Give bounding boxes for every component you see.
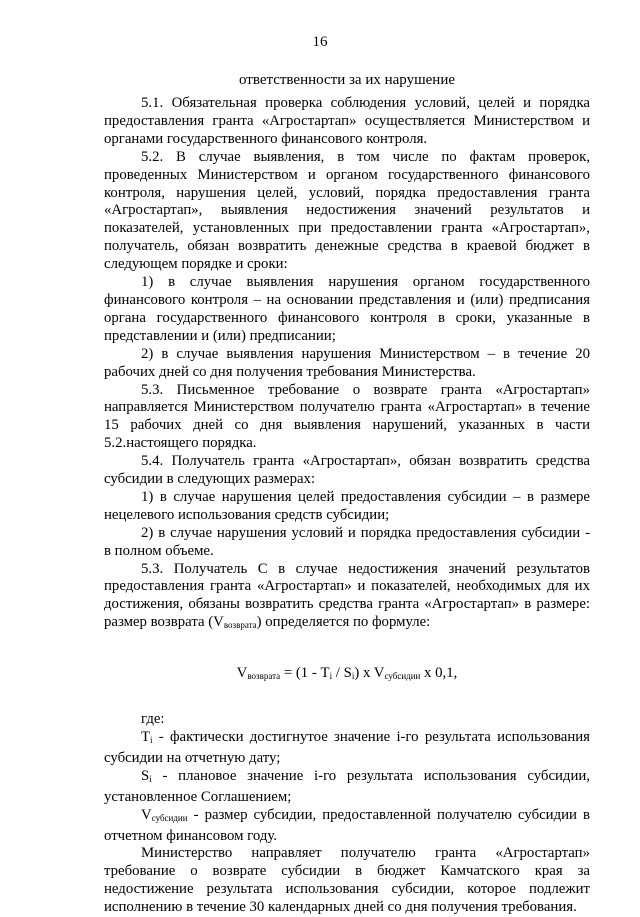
definition-s-symbol: S — [141, 767, 150, 784]
paragraph-5-4-item-1: 1) в случае нарушения целей предоставления субсидии – в размере нецелевого использования средств субсидии; — [104, 488, 590, 523]
definition-t-symbol: T — [141, 729, 151, 745]
formula-part-1: = (1 - T — [280, 665, 330, 682]
paragraph-5-3-refund-end: ) определяется по формуле: — [256, 614, 431, 631]
paragraph-5-3-refund-text: 5.3. Получатель С в случае недостижения значений результатов предоставления гранта «Агростартап» и показателей, необходимых для их достижения, обязаны возвратить средства гранта «Агростартап» в размере: размер возврата (V — [104, 560, 590, 631]
paragraph-5-2-item-1: 1) в случае выявления нарушения органом государственного финансового контроля – на основании представления и (или) предписания органа государственного финансового контроля в сроки, указанные в представлении и (или) предписании; — [104, 274, 590, 344]
paragraph-5-2-item-2: 2) в случае выявления нарушения Министерством – в течение 20 рабочих дней со дня получения требования Министерства. — [104, 345, 590, 380]
formula-v2-sub: субсидии — [384, 671, 421, 682]
paragraph-5-1: 5.1. Обязательная проверка соблюдения условий, целей и порядка предоставления гранта «Агростартап» осуществляется Министерством и органами государственного финансового контроля. — [104, 95, 590, 147]
refund-formula — [104, 665, 590, 686]
paragraph-5-3-notice: 5.3. Письменное требование о возврате гранта «Агростартап» направляется Министерством получателю гранта «Агростартап» в течение 15 рабочих дней со дня выявления нарушений, указанных в части 5.2.настоящего порядка. — [104, 381, 590, 452]
formula-v: V — [236, 665, 248, 682]
definition-s — [104, 768, 590, 807]
page-number: 16 — [312, 34, 328, 50]
definition-v-text: - размер субсидии, предоставленной получателю субсидии в отчетном финансовом году. — [104, 806, 590, 844]
paragraph-5-3-refund — [104, 561, 590, 636]
paragraph-5-4: 5.4. Получатель гранта «Агростартап», обязан возвратить средства субсидии в следующих размерах: — [104, 453, 590, 488]
formula-v-sub: возврата — [247, 671, 281, 682]
formula-t-sub: i — [329, 671, 333, 682]
formula-part-2: / S — [332, 665, 352, 682]
definition-v-symbol: V — [141, 806, 152, 823]
definition-t-sub: i — [150, 735, 153, 745]
paragraph-5-4-item-2: 2) в случае нарушения условий и порядка предоставления субсидии - в полном объеме. — [104, 524, 590, 559]
definition-v-sub: субсидии — [151, 812, 188, 823]
document-body — [104, 95, 590, 917]
formula-part-3: ) x V — [354, 665, 385, 682]
paragraph-5-2: 5.2. В случае выявления, в том числе по фактам проверок, проведенных Министерством и органом государственного финансового контроля, нарушения целей, условий, порядка предоставления гранта «Агростартап», выявления недостижения значений результатов и показателей, установленных при предоставлении гранта «Агростартап», получатель, обязан возвратить денежные средства в краевой бюджет в следующем порядке и сроки: — [104, 148, 590, 273]
definition-t-text: - фактически достигнутое значение i-го результата использования субсидии на отчетную дату; — [104, 729, 590, 766]
final-paragraph: Министерство направляет получателю гранта «Агростартап» требование о возврате субсидии в бюджет Камчатского края за недостижение результата использования субсидии, которое подлежит исполнению в течение 30 календарных дней со дня получения требования. — [104, 845, 590, 916]
formula-s-sub: i — [351, 671, 355, 682]
formula-end: x 0,1, — [420, 665, 458, 682]
definition-v — [104, 807, 590, 846]
definition-s-sub: i — [149, 773, 152, 784]
refund-subscript: возврата — [223, 620, 257, 631]
where-label: где: — [141, 711, 165, 728]
definition-t — [104, 729, 590, 768]
section-heading: ответственности за их нарушение — [238, 72, 456, 88]
definition-s-text: - плановое значение i-го результата использования субсидии, установленное Соглашением; — [104, 767, 590, 805]
